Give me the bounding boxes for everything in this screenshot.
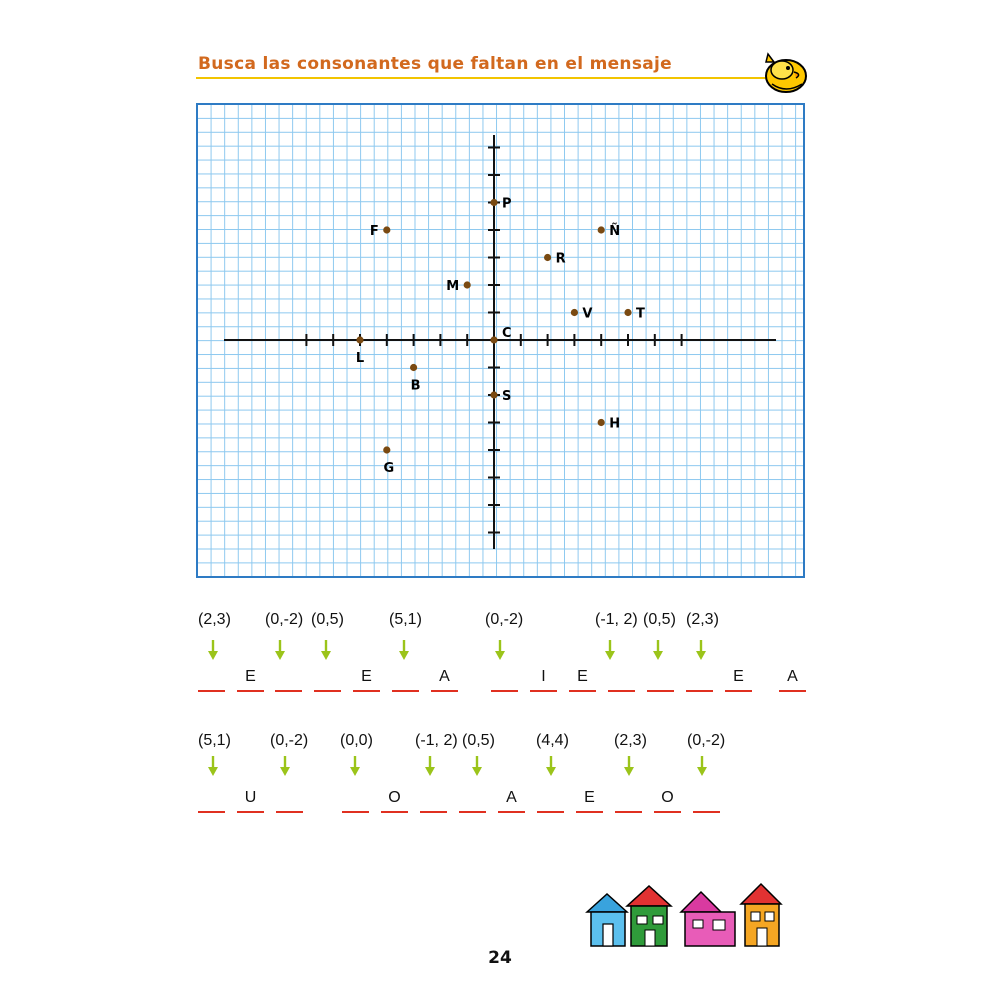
empty-letter-slot (420, 785, 447, 813)
down-arrow-icon (280, 756, 290, 776)
houses-illustration (585, 880, 805, 950)
down-arrow-icon (399, 640, 409, 660)
point-label: M (446, 279, 460, 294)
down-arrow-icon (425, 756, 435, 776)
coordinate-pair: (-1, 2) (595, 611, 638, 628)
down-arrow-icon (697, 756, 707, 776)
coordinate-pair: (-1, 2) (415, 732, 458, 749)
down-arrow-icon (605, 640, 615, 660)
filled-letter-slot: U (237, 785, 264, 813)
point-marker-g (383, 446, 390, 453)
down-arrow-icon (350, 756, 360, 776)
empty-letter-slot (608, 664, 635, 692)
point-label: P (502, 196, 512, 212)
page-title: Busca las consonantes que faltan en el mensaje (198, 54, 672, 74)
point-marker-h (598, 419, 605, 426)
filled-letter-slot: A (431, 664, 458, 692)
point-marker-s (490, 391, 497, 398)
empty-letter-slot (198, 664, 225, 692)
title-underline (196, 77, 776, 79)
down-arrow-icon (495, 640, 505, 660)
point-marker-v (571, 309, 578, 316)
point-marker-m (464, 281, 471, 288)
point-marker-l (356, 336, 363, 343)
point-marker-r (544, 254, 551, 261)
coordinate-pair: (0,-2) (485, 611, 524, 628)
empty-letter-slot (198, 785, 225, 813)
point-label: T (636, 306, 645, 322)
point-label: C (502, 326, 512, 341)
point-label: V (582, 306, 593, 322)
empty-letter-slot (615, 785, 642, 813)
filled-letter-slot: A (779, 664, 806, 692)
coordinate-plane (196, 103, 805, 578)
point-label: H (609, 416, 621, 432)
coordinate-pair: (0,5) (643, 611, 676, 628)
empty-letter-slot (537, 785, 564, 813)
coordinate-pair: (5,1) (198, 732, 231, 749)
empty-letter-slot (686, 664, 713, 692)
point-label: S (502, 389, 512, 404)
filled-letter-slot: E (353, 664, 380, 692)
coordinate-pair: (0,-2) (270, 732, 309, 749)
filled-letter-slot: E (725, 664, 752, 692)
filled-letter-slot: I (530, 664, 557, 692)
empty-letter-slot (342, 785, 369, 813)
filled-letter-slot: E (569, 664, 596, 692)
empty-letter-slot (392, 664, 419, 692)
empty-letter-slot (491, 664, 518, 692)
down-arrow-icon (208, 640, 218, 660)
point-label: L (355, 351, 365, 366)
coordinate-pair: (0,0) (340, 732, 373, 749)
point-label: G (383, 461, 395, 476)
empty-letter-slot (276, 785, 303, 813)
page-number: 24 (488, 948, 512, 968)
coordinate-pair: (0,-2) (265, 611, 304, 628)
chick-icon (758, 46, 810, 96)
point-label: R (555, 251, 566, 267)
coordinate-pair: (2,3) (198, 611, 231, 628)
point-marker-t (624, 309, 631, 316)
filled-letter-slot: O (654, 785, 681, 813)
coordinate-pair: (0,5) (311, 611, 344, 628)
coordinate-pair: (2,3) (614, 732, 647, 749)
point-marker-p (490, 199, 497, 206)
down-arrow-icon (546, 756, 556, 776)
down-arrow-icon (321, 640, 331, 660)
filled-letter-slot: A (498, 785, 525, 813)
point-label: Ñ (609, 224, 621, 239)
point-marker-c (490, 336, 497, 343)
down-arrow-icon (696, 640, 706, 660)
empty-letter-slot (693, 785, 720, 813)
point-label: B (410, 378, 421, 394)
coordinate-pair: (0,-2) (687, 732, 726, 749)
coordinate-pair: (2,3) (686, 611, 719, 628)
down-arrow-icon (624, 756, 634, 776)
empty-letter-slot (647, 664, 674, 692)
axes (224, 135, 776, 549)
filled-letter-slot: O (381, 785, 408, 813)
point-marker-ñ (598, 226, 605, 233)
down-arrow-icon (275, 640, 285, 660)
coordinate-pair: (5,1) (389, 611, 422, 628)
filled-letter-slot: E (237, 664, 264, 692)
down-arrow-icon (472, 756, 482, 776)
point-label: F (369, 224, 379, 239)
empty-letter-slot (275, 664, 302, 692)
down-arrow-icon (208, 756, 218, 776)
coordinate-pair: (0,5) (462, 732, 495, 749)
point-marker-f (383, 226, 390, 233)
point-marker-b (410, 364, 417, 371)
empty-letter-slot (459, 785, 486, 813)
filled-letter-slot: E (576, 785, 603, 813)
coordinate-pair: (4,4) (536, 732, 569, 749)
down-arrow-icon (653, 640, 663, 660)
empty-letter-slot (314, 664, 341, 692)
